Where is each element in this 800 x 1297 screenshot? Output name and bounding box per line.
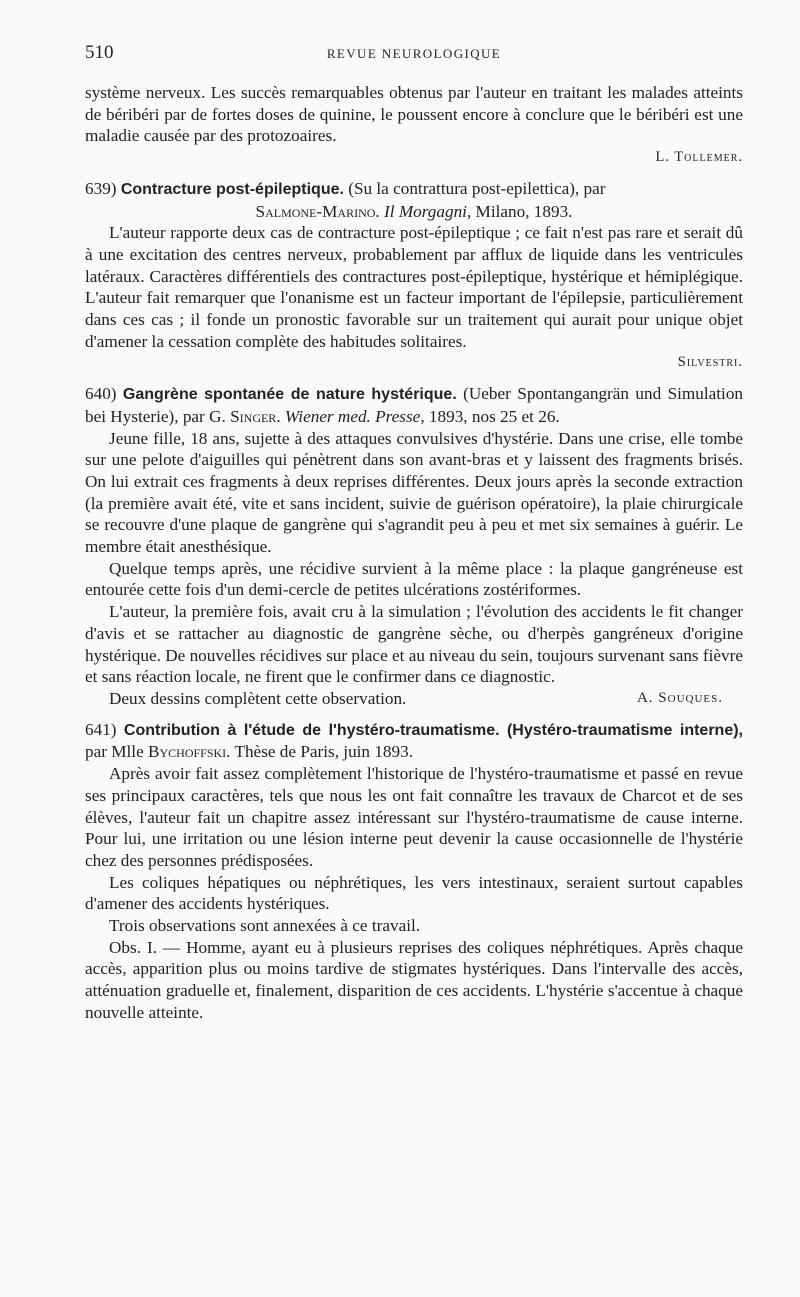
entry-640-author: Singer. [230,406,281,426]
entry-639-journal: Il Morgagni, [384,201,472,221]
entry-639-author: Salmone-Marino. [255,201,380,221]
intro-signature: L. Tollemer. [655,149,743,166]
entry-639-number: 639) [85,178,117,198]
entry-641-par: par Mlle [85,742,144,762]
page-number: 510 [85,42,114,63]
entry-641-paragraph-1: Après avoir fait assez complètement l'historique de l'hystéro-traumatisme et passé en revue ses principaux caractères, tels que nous les ont fait connaître les travaux de Charcot et de ses élèves, l'auteur fait un chapitre assez intéressant sur l'hystéro-traumatisme de cause interne. Pour lui, une irritation ou une lésion interne peut devenir la cause occasionnelle de l'hystérie chez des personnes prédisposées. [85,764,743,870]
intro-paragraph: système nerveux. Les succès remarquables obtenus par l'auteur en traitant les malades atteints de béribéri par de fortes doses de quinine, le poussent encore à conclure que le béribéri est une maladie causée par des protozoaires. [85,83,743,146]
entry-640-heading [85,383,743,427]
entry-639-heading [85,178,743,222]
entry-639-place-date: Milano, 1893. [475,201,573,221]
entry-641-author: Bychoffski. [148,742,231,762]
entry-639-title: Contracture post-épileptique. [120,180,344,198]
page-content [85,82,743,1024]
entry-641-number: 641) [85,719,117,739]
entry-641-ref: Thèse de Paris, juin 1893. [234,742,413,762]
entry-640 [85,383,743,710]
entry-639-subtitle: (Su la contrattura post-epilettica), par [348,178,606,198]
entry-640-paragraph-2: Quelque temps après, une récidive survient à la même place : la plaque gangréneuse est entourée cette fois d'un demi-cercle de petites ulcérations zostériformes. [85,558,743,600]
entry-641-paragraph-4: Obs. I. — Homme, ayant eu à plusieurs reprises des coliques néphrétiques. Après chaque accès, apparition plus ou moins tardive de stigmates hystériques. Dans l'intervalle des accès, atténuation graduelle et, finalement, disparition de ces accidents. L'hystérie s'accentue à chaque nouvelle atteinte. [85,937,743,1022]
entry-640-journal: Wiener med. Presse, [284,406,425,426]
entry-639-signature: Silvestri. [677,354,743,371]
entry-639-citation [85,201,743,223]
journal-title: REVUE NEUROLOGIQUE [326,46,502,61]
entry-640-subtitle: (Ueber Spontangangrän und Simulation bei Hysterie), par G. [85,384,744,426]
entry-640-paragraph-1: Jeune fille, 18 ans, sujette à des attaques convulsives d'hystérie. Dans une crise, elle tombe sur une pelote d'aiguilles qui pénètrent dans son avant-bras et y laissent des fragments brisés. On lui extrait ces fragments à deux reprises différentes. Deux jours après la seconde extraction (la première avait été, vite et sans incident, suivie de guérison opératoire), la plaie chirurgicale se recouvre d'une plaque de gangrène qui s'agrandit peu à peu et met six semaines à guérir. Le membre était anesthésique. [85,428,743,557]
entry-640-last-sentence: Deux dessins complètent cette observation. [109,688,407,708]
entry-641-paragraph-3: Trois observations sont annexées à ce travail. [109,916,421,936]
entry-641 [85,719,743,1024]
entry-641-paragraph-2: Les coliques hépatiques ou néphrétiques, les vers intestinaux, seraient surtout capables d'amener des accidents hystériques. [85,872,743,914]
entry-640-closing-line [85,688,743,710]
entry-639 [85,178,743,374]
entry-641-title-paren: (Hystéro-traumatisme interne), [506,721,744,739]
entry-640-title: Gangrène spontanée de nature hystérique. [122,386,457,404]
entry-639-body: L'auteur rapporte deux cas de contracture post-épileptique ; ce fait n'est pas rare et serait dû à une excitation des centres nerveux, probablement par afflux de liquide dans les ventricules latéraux. Caractères différentiels des contractures post-épileptique, hystérique et hémiplégique. L'auteur fait remarquer que l'onanisme est un facteur important de l'épilepsie, particulièrement dans ces cas ; il fonde un pronostic favorable sur un traitement qui aurait pour unique objet d'amener la cessation complète des habitudes solitaires. [85,223,743,351]
entry-640-ref: 1893, nos 25 et 26. [428,406,560,426]
entry-640-signature: A. Souques. [636,689,723,706]
running-head [85,40,743,70]
entry-640-paragraph-3: L'auteur, la première fois, avait cru à la simulation ; l'évolution des accidents le fit changer d'avis et se rattacher au diagnostic de gangrène sèche, ou d'herpès gangréneux d'origine hystérique. De nouvelles récidives sur place et au niveau du sein, toujours survenant sans fièvre et sans réaction locale, ne firent que le confirmer dans ce diagnostic. [85,602,743,687]
entry-640-number: 640) [85,384,117,404]
entry-641-title: Contribution à l'étude de l'hystéro-traumatisme. [123,721,500,739]
entry-641-heading [85,719,743,763]
